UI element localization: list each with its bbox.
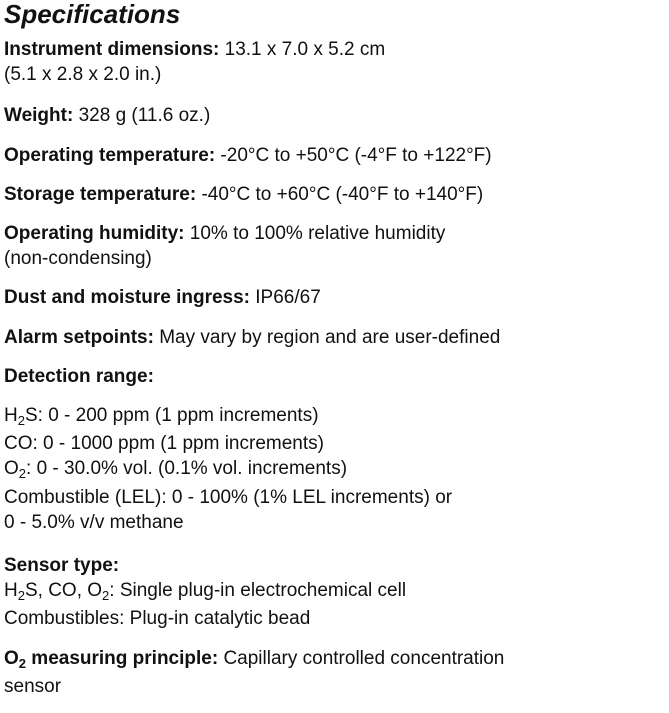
spec-storage-temperature (4, 182, 483, 207)
sensor-combustibles: Combustibles: Plug-in catalytic bead (4, 608, 311, 629)
spec-label: $O_2$ measuring principle: (4, 648, 219, 671)
spec-label: Dust and moisture ingress: (4, 287, 250, 308)
spec-label: Instrument dimensions: (4, 39, 220, 60)
page-title: Specifications (4, 0, 181, 29)
spec-label: Sensor type: (4, 555, 120, 576)
spec-value: 13.1 x 7.0 x 5.2 cm (219, 39, 386, 60)
detection-methane: 0 - 5.0% v/v methane (4, 512, 184, 533)
spec-ingress (4, 285, 321, 310)
spec-operating-humidity (4, 221, 445, 271)
spec-alarm-setpoints (4, 325, 500, 350)
spec-value: IP66/67 (250, 287, 321, 308)
spec-value: May vary by region and are user-defined (153, 327, 501, 348)
spec-dimensions (4, 37, 385, 87)
spec-label: Operating humidity: (4, 223, 185, 244)
detection-h2s: $H_2S$: 0 - 200 ppm (1 ppm increments) (4, 405, 319, 428)
spec-value: -40°C to +60°C (-40°F to +140°F) (196, 184, 484, 205)
spec-operating-temperature (4, 143, 492, 168)
spec-detection-range (4, 364, 154, 389)
spec-o2-measuring-principle (4, 646, 504, 699)
spec-value: Capillary controlled concentration (218, 648, 505, 669)
detection-range-list (4, 403, 452, 535)
spec-weight (4, 103, 210, 128)
detection-co: CO: 0 - 1000 ppm (1 ppm increments) (4, 433, 324, 454)
spec-label: Detection range: (4, 366, 154, 387)
spec-value-cont: (5.1 x 2.8 x 2.0 in.) (4, 64, 162, 85)
detection-lel: Combustible (LEL): 0 - 100% (1% LEL increments) or (4, 487, 453, 508)
spec-sensor-type (4, 553, 406, 631)
spec-label: Alarm setpoints: (4, 327, 154, 348)
spec-value-cont: (non-condensing) (4, 248, 152, 269)
spec-value: -20°C to +50°C (-4°F to +122°F) (215, 145, 492, 166)
spec-page (4, 0, 664, 697)
spec-value: 10% to 100% relative humidity (184, 223, 446, 244)
sensor-electrochemical: $H_2S$, CO, $O_2$: Single plug-in electrochemical cell (4, 580, 407, 603)
detection-o2: $O_2$: 0 - 30.0% vol. (0.1% vol. increments) (4, 458, 348, 481)
spec-value: 328 g (11.6 oz.) (73, 105, 211, 126)
spec-value-cont: sensor (4, 676, 62, 697)
spec-label: Storage temperature: (4, 184, 197, 205)
spec-label: Weight: (4, 105, 74, 126)
spec-label: Operating temperature: (4, 145, 216, 166)
